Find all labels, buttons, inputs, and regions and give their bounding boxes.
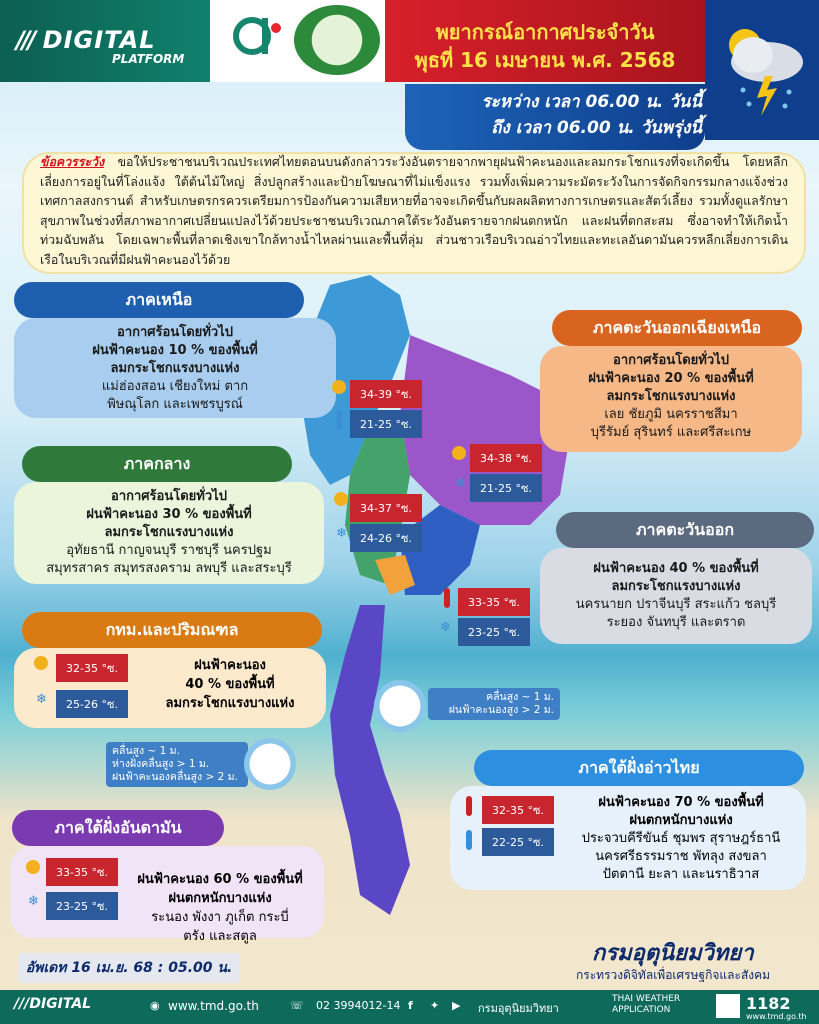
region-bkk-header — [22, 612, 322, 648]
south-gulf-area1: ประจวบคีรีขันธ์ ชุมพร สุราษฎร์ธานี — [581, 831, 781, 846]
app-line1: THAI WEATHER — [612, 994, 681, 1004]
central-area1: อุทัยธานี กาญจนบุรี ราชบุรี นครปฐม — [66, 543, 272, 558]
hotline-sub: www.tmd.go.th — [746, 1012, 807, 1021]
south-gulf-temp-min: 22-25 °ซ. — [482, 828, 554, 856]
east-line2: ลมกระโชกแรงบางแห่ง — [611, 579, 741, 594]
region-central-panel — [14, 482, 324, 584]
north-line3: ลมกระโชกแรงบางแห่ง — [110, 361, 240, 376]
south-gulf-area3: ปัตตานี ยะลา และนราธิวาส — [602, 867, 760, 882]
region-north-panel — [14, 318, 336, 418]
andaman-wave: คลื่นสูง ~ 1 ม. — [112, 745, 180, 757]
ministry-name: กระทรวงดิจิทัลเพื่อเศรษฐกิจและสังคม — [576, 968, 771, 982]
map-south — [330, 605, 410, 915]
south-andaman-area1: ระนอง พังงา ภูเก็ต กระบี่ — [151, 910, 289, 925]
central-temp-min: 24-26 °ซ. — [350, 524, 422, 552]
warning-label: ข้อควรระวัง — [40, 154, 105, 169]
period-start: ระหว่าง เวลา 06.00 น. วันนี้ — [481, 92, 702, 112]
north-temp-max: 34-39 °ซ. — [350, 380, 422, 408]
thermometer-hot-icon — [466, 796, 472, 816]
northeast-line3: ลมกระโชกแรงบางแห่ง — [606, 389, 736, 404]
south-andaman-temp-max: 33-35 °ซ. — [46, 858, 118, 886]
sun-icon — [332, 380, 346, 394]
south-gulf-line1: ฝนฟ้าคะนอง 70 % ของพื้นที่ — [598, 795, 764, 810]
app-line2: APPLICATION — [612, 1005, 671, 1015]
region-central-name: ภาคกลาง — [123, 453, 191, 473]
region-central-header — [22, 446, 292, 482]
snowflake-icon: ❄ — [36, 692, 47, 707]
northeast-line1: อากาศร้อนโดยทั่วไป — [613, 353, 729, 368]
central-temp-max: 34-37 °ซ. — [350, 494, 422, 522]
south-gulf-temp-max: 32-35 °ซ. — [482, 796, 554, 824]
bkk-line3: ลมกระโชกแรงบางแห่ง — [165, 696, 295, 711]
north-line1: อากาศร้อนโดยทั่วไป — [117, 325, 233, 340]
region-bkk-name: กทม.และปริมณฑล — [105, 619, 239, 639]
north-line2: ฝนฟ้าคะนอง 10 % ของพื้นที่ — [92, 343, 258, 358]
sun-icon — [34, 656, 48, 670]
sun-icon — [334, 492, 348, 506]
brand-sub: PLATFORM — [112, 52, 185, 66]
north-temp-min: 21-25 °ซ. — [350, 410, 422, 438]
department-name: กรมอุตุนิยมวิทยา — [592, 941, 754, 966]
region-east-header — [556, 512, 814, 548]
northeast-area1: เลย ชัยภูมิ นครราชสีมา — [604, 407, 738, 422]
footer-brand: ///DIGITAL — [14, 996, 92, 1012]
gulf-wave: คลื่นสูง ~ 1 ม. — [486, 691, 554, 703]
brand-text: /// DIGITAL — [16, 26, 156, 54]
sun-icon — [452, 446, 466, 460]
warning-text — [40, 152, 788, 270]
central-line2: ฝนฟ้าคะนอง 30 % ของพื้นที่ — [86, 507, 252, 522]
south-andaman-line1: ฝนฟ้าคะนอง 60 % ของพื้นที่ — [137, 872, 303, 887]
twitter-icon[interactable]: ✦ — [430, 999, 440, 1012]
snowflake-icon: ❄ — [28, 894, 39, 909]
storm-cloud-icon — [705, 0, 819, 140]
region-south-gulf-name: ภาคใต้ฝั่งอ่าวไทย — [578, 757, 700, 777]
region-south-gulf-header — [474, 750, 804, 786]
east-area1: นครนายก ปราจีนบุรี สระแก้ว ชลบุรี — [575, 597, 777, 612]
update-timestamp: อัพเดท 16 เม.ย. 68 : 05.00 น. — [18, 953, 240, 983]
sailboat-icon — [374, 680, 426, 732]
south-andaman-text — [120, 870, 320, 946]
andaman-storm-wave: ฝนฟ้าคะนองคลื่นสูง > 2 ม. — [112, 771, 238, 783]
south-andaman-area2: ตรัง และสตูล — [183, 929, 257, 944]
depa-logo-icon — [232, 14, 284, 60]
period-end: ถึง เวลา 06.00 น. วันพรุ่งนี้ — [491, 118, 702, 138]
region-east-name: ภาคตะวันออก — [635, 519, 735, 539]
region-northeast-header — [552, 310, 802, 346]
northeast-temp-max: 34-38 °ซ. — [470, 444, 542, 472]
south-andaman-line2: ฝนตกหนักบางแห่ง — [168, 891, 272, 906]
snowflake-icon: ❄ — [440, 620, 451, 635]
south-andaman-temp-min: 23-25 °ซ. — [46, 892, 118, 920]
south-gulf-line2: ฝนตกหนักบางแห่ง — [629, 813, 733, 828]
app-label — [612, 994, 680, 1016]
northeast-temp-min: 21-25 °ซ. — [470, 474, 542, 502]
facebook-icon[interactable]: f — [408, 999, 413, 1012]
qr-code-icon — [716, 994, 740, 1018]
north-area1: แม่ฮ่องสอน เชียงใหม่ ตาก — [101, 379, 249, 394]
northeast-line2: ฝนฟ้าคะนอง 20 % ของพื้นที่ — [588, 371, 754, 386]
central-line3: ลมกระโชกแรงบางแห่ง — [104, 525, 234, 540]
snowflake-icon: ❄ — [336, 526, 347, 541]
region-northeast-name: ภาคตะวันออกเฉียงเหนือ — [592, 317, 762, 337]
andaman-offshore-wave: ห่างฝั่งคลื่นสูง > 1 ม. — [112, 758, 210, 770]
central-area2: สมุทรสาคร สมุทรสงคราม ลพบุรี และสระบุรี — [46, 561, 292, 576]
sailboat-icon — [244, 738, 296, 790]
region-south-andaman-name: ภาคใต้ฝั่งอันดามัน — [54, 817, 182, 837]
snowflake-icon: ❄ — [455, 476, 466, 491]
phone-number[interactable]: 02 3994012-14 — [316, 999, 401, 1012]
bkk-text — [140, 656, 320, 713]
warning-body: ขอให้ประชาชนบริเวณประเทศไทยตอนบนดังกล่าวระวังอันตรายจากพายุฝนฟ้าคะนองและลมกระโชกแรงที่จะเกิดขึ้น โดยหลีกเลี่ยงการอยู่ในที่โล่งแจ้ง ใต้ต้นไม้ใหญ่ สิ่งปลูกสร้างและป้ายโฆษณาที่ไม่แข็งแรง รวมทั้งเพิ่มความระมัดระวังในการจัดกิจกรรมกลางแจ้งช่วงเทศกาลสงกรานต์ สำหรับเกษตรกรควรเตรียมการป้องกันความเสียหายที่อาจจะเกิดขึ้นกับผลผลิตทางการเกษตรและสัตว์เลี้ยง รวมทั้งดูแลรักษาสุขภาพในช่วงที่สภาพอากาศเปลี่ยนแปลงไว้ด้วยประชาชนบริเวณภาคใต้ระวังอันตรายจากฝนตกหนัก และฝนที่ตกสะสม ซึ่งอาจทำให้เกิดน้ำท่วมฉับพลัน โดยเฉพาะพื้นที่ลาดเชิงเขาใกล้ทางน้ำไหลผ่านและพื้นที่ลุ่ม ส่วนชาวเรือบริเวณอ่าวไทยและทะเลอันดามันควรหลีกเลี่ยงการเดินเรือในบริเวณที่มีฝนฟ้าคะนองไว้ด้วย — [40, 154, 788, 267]
bkk-temp-max: 32-35 °ซ. — [56, 654, 128, 682]
page-title: พยากรณ์อากาศประจำวัน — [435, 20, 655, 44]
andaman-sea-box — [106, 742, 248, 787]
globe-icon: ◉ — [150, 999, 160, 1012]
bkk-line1: ฝนฟ้าคะนอง — [194, 658, 266, 673]
website-link[interactable]: www.tmd.go.th — [168, 999, 259, 1013]
bkk-line2: 40 % ของพื้นที่ — [185, 677, 275, 692]
region-northeast-panel — [540, 346, 802, 452]
south-gulf-area2: นครศรีธรรมราช พัทลุง สงขลา — [595, 849, 767, 864]
thermometer-cold-icon — [466, 830, 472, 850]
hotline-number[interactable]: 1182 — [746, 994, 791, 1013]
region-east-panel — [540, 548, 812, 644]
east-area2: ระยอง จันทบุรี และตราด — [606, 615, 746, 630]
region-north-name: ภาคเหนือ — [125, 289, 193, 309]
youtube-icon[interactable]: ▶ — [452, 999, 461, 1012]
region-north-header — [14, 282, 304, 318]
east-line1: ฝนฟ้าคะนอง 40 % ของพื้นที่ — [593, 561, 759, 576]
gulf-storm-wave: ฝนฟ้าคะนองสูง > 2 ม. — [448, 704, 554, 716]
east-temp-max: 33-35 °ซ. — [458, 588, 530, 616]
gulf-sea-box — [428, 688, 560, 720]
page-date: พุธที่ 16 เมษายน พ.ศ. 2568 — [414, 48, 676, 72]
northeast-area2: บุรีรัมย์ สุรินทร์ และศรีสะเกษ — [590, 425, 752, 440]
tmd-seal-icon — [294, 5, 380, 75]
east-temp-min: 23-25 °ซ. — [458, 618, 530, 646]
region-south-andaman-header — [12, 810, 224, 846]
thermometer-cold-icon — [336, 410, 342, 430]
social-name: กรมอุตุนิยมวิทยา — [478, 1002, 559, 1015]
central-line1: อากาศร้อนโดยทั่วไป — [111, 489, 227, 504]
south-gulf-text — [562, 794, 800, 884]
sun-icon — [26, 860, 40, 874]
bkk-temp-min: 25-26 °ซ. — [56, 690, 128, 718]
phone-icon: ☏ — [290, 999, 304, 1012]
thermometer-hot-icon — [444, 588, 450, 608]
north-area2: พิษณุโลก และเพชรบูรณ์ — [107, 397, 243, 412]
